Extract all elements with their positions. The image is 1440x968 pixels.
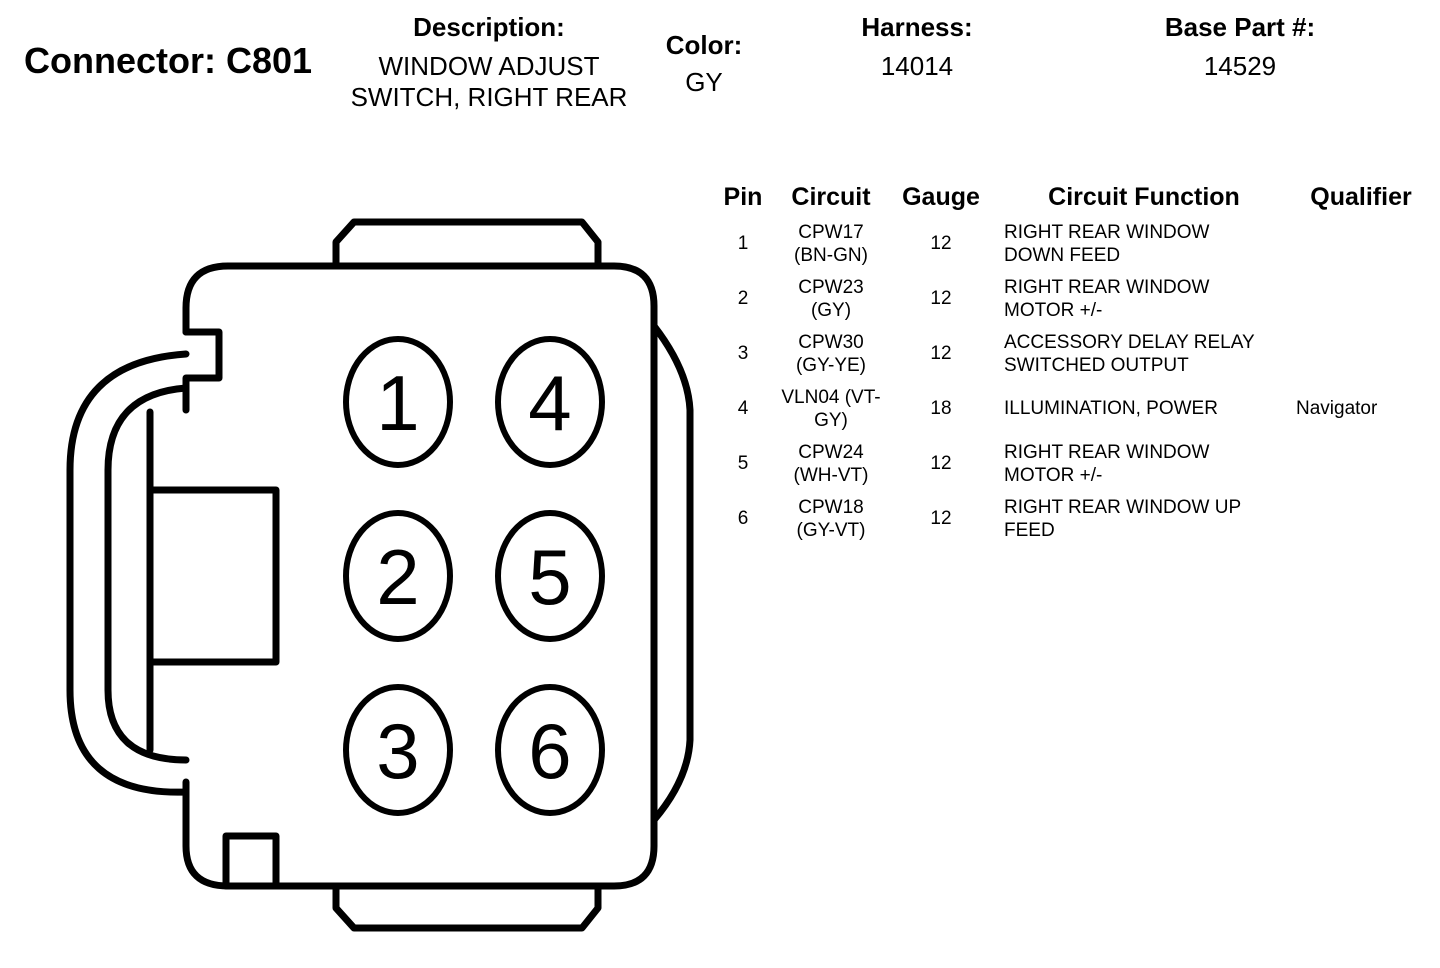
circuit-line-1: VLN04 (VT- bbox=[781, 386, 881, 408]
base-part-label: Base Part #: bbox=[1164, 12, 1316, 42]
cell-qualifier bbox=[1296, 326, 1426, 381]
bottom-latch-tab bbox=[336, 888, 598, 928]
gauge-value: 12 bbox=[930, 453, 952, 474]
circuit-line-2: (GY-YE) bbox=[795, 354, 867, 376]
pin-cavity-2 bbox=[346, 513, 450, 639]
harness-block bbox=[836, 12, 998, 82]
cell-gauge bbox=[890, 216, 992, 271]
cell-gauge bbox=[890, 271, 992, 326]
cell-function bbox=[992, 381, 1296, 436]
lower-notch bbox=[226, 836, 276, 886]
cell-function bbox=[992, 271, 1296, 326]
function-line-1: RIGHT REAR WINDOW bbox=[1004, 441, 1210, 463]
circuit-line-1: CPW23 bbox=[798, 276, 864, 298]
circuit-line-1: CPW24 bbox=[798, 441, 864, 463]
gauge-value: 12 bbox=[930, 343, 952, 364]
function-line-2: SWITCHED OUTPUT bbox=[1004, 354, 1189, 376]
pin-label: 1 bbox=[376, 359, 420, 447]
pin-cavity-1 bbox=[346, 339, 450, 465]
col-header-gauge: Gauge bbox=[902, 182, 980, 211]
table-row bbox=[714, 491, 1426, 546]
pin-number: 1 bbox=[737, 233, 749, 254]
col-header-circuit: Circuit bbox=[791, 182, 871, 211]
function-line-1: RIGHT REAR WINDOW bbox=[1004, 276, 1210, 298]
pin-cavity-3 bbox=[346, 687, 450, 813]
gauge-value: 12 bbox=[930, 233, 952, 254]
table-row bbox=[714, 381, 1426, 436]
cell-pin bbox=[714, 216, 772, 271]
function-line-2: MOTOR +/- bbox=[1004, 299, 1103, 321]
cell-pin bbox=[714, 381, 772, 436]
table-header-row bbox=[714, 178, 1426, 216]
pin-cavity-4 bbox=[498, 339, 602, 465]
cell-gauge bbox=[890, 436, 992, 491]
cell-gauge bbox=[890, 381, 992, 436]
top-latch-tab bbox=[336, 222, 598, 266]
color-label: Color: bbox=[665, 30, 743, 60]
cell-qualifier bbox=[1296, 491, 1426, 546]
function-line-2: MOTOR +/- bbox=[1004, 464, 1103, 486]
qualifier-value: Navigator bbox=[1296, 398, 1378, 419]
circuit-line-2: (BN-GN) bbox=[794, 244, 868, 266]
description-label: Description: bbox=[413, 12, 565, 42]
connector-title: Connector: C801 bbox=[24, 40, 313, 81]
gauge-value: 12 bbox=[930, 288, 952, 309]
cell-function bbox=[992, 216, 1296, 271]
col-header-qualifier: Qualifier bbox=[1310, 182, 1412, 211]
pin-label: 5 bbox=[528, 533, 572, 621]
harness-value: 14014 bbox=[880, 51, 954, 82]
cell-function bbox=[992, 491, 1296, 546]
base-part-value: 14529 bbox=[1203, 51, 1277, 82]
pin-label: 3 bbox=[376, 707, 420, 795]
table-row bbox=[714, 436, 1426, 491]
cell-function bbox=[992, 436, 1296, 491]
upper-notch bbox=[186, 332, 219, 410]
pin-number: 5 bbox=[737, 453, 749, 474]
left-latch-clip bbox=[70, 354, 186, 792]
circuit-line-2: GY) bbox=[814, 409, 848, 431]
pin-cavities bbox=[346, 339, 602, 813]
cell-qualifier bbox=[1296, 436, 1426, 491]
circuit-line-1: CPW30 bbox=[798, 331, 864, 353]
table-row bbox=[714, 216, 1426, 271]
cell-circuit bbox=[772, 216, 890, 271]
function-line-1: RIGHT REAR WINDOW bbox=[1004, 221, 1210, 243]
pin-number: 4 bbox=[737, 398, 749, 419]
clip-window bbox=[150, 412, 276, 750]
pin-cavity-5 bbox=[498, 513, 602, 639]
cell-circuit bbox=[772, 326, 890, 381]
pin-number: 3 bbox=[737, 343, 749, 364]
function-line-1: RIGHT REAR WINDOW UP bbox=[1004, 496, 1242, 518]
gauge-value: 18 bbox=[930, 398, 952, 419]
cell-gauge bbox=[890, 491, 992, 546]
cell-pin bbox=[714, 271, 772, 326]
description-line-1: WINDOW ADJUST bbox=[378, 51, 600, 82]
col-header-pin: Pin bbox=[723, 182, 763, 211]
circuit-line-2: (GY) bbox=[810, 299, 852, 321]
function-line-1: ILLUMINATION, POWER bbox=[1004, 398, 1218, 419]
base-part-block bbox=[1140, 12, 1340, 82]
harness-label: Harness: bbox=[861, 12, 973, 42]
cell-pin bbox=[714, 491, 772, 546]
description-line-2: SWITCH, RIGHT REAR bbox=[350, 82, 628, 113]
pin-label: 2 bbox=[376, 533, 420, 621]
cell-function bbox=[992, 326, 1296, 381]
pin-label: 4 bbox=[528, 359, 572, 447]
circuit-line-1: CPW18 bbox=[798, 496, 864, 518]
connector-housing bbox=[186, 266, 654, 886]
pin-number: 2 bbox=[737, 288, 749, 309]
pin-cavity-6 bbox=[498, 687, 602, 813]
cell-gauge bbox=[890, 326, 992, 381]
color-value: GY bbox=[685, 67, 723, 98]
circuit-line-1: CPW17 bbox=[798, 221, 864, 243]
cell-circuit bbox=[772, 381, 890, 436]
pin-table bbox=[714, 178, 1426, 546]
cell-circuit bbox=[772, 271, 890, 326]
function-line-1: ACCESSORY DELAY RELAY bbox=[1004, 331, 1255, 353]
gauge-value: 12 bbox=[930, 508, 952, 529]
pin-label: 6 bbox=[528, 707, 572, 795]
table-row bbox=[714, 326, 1426, 381]
cell-pin bbox=[714, 326, 772, 381]
cell-qualifier bbox=[1296, 381, 1426, 436]
function-line-2: FEED bbox=[1004, 519, 1055, 541]
circuit-line-2: (WH-VT) bbox=[793, 464, 869, 486]
table-row bbox=[714, 271, 1426, 326]
cell-qualifier bbox=[1296, 216, 1426, 271]
cell-pin bbox=[714, 436, 772, 491]
function-line-2: DOWN FEED bbox=[1004, 244, 1121, 266]
cell-circuit bbox=[772, 491, 890, 546]
col-header-function: Circuit Function bbox=[1048, 182, 1240, 211]
circuit-line-2: (GY-VT) bbox=[796, 519, 866, 541]
cell-qualifier bbox=[1296, 271, 1426, 326]
cell-circuit bbox=[772, 436, 890, 491]
pin-number: 6 bbox=[737, 508, 749, 529]
right-side-rib bbox=[654, 326, 690, 820]
